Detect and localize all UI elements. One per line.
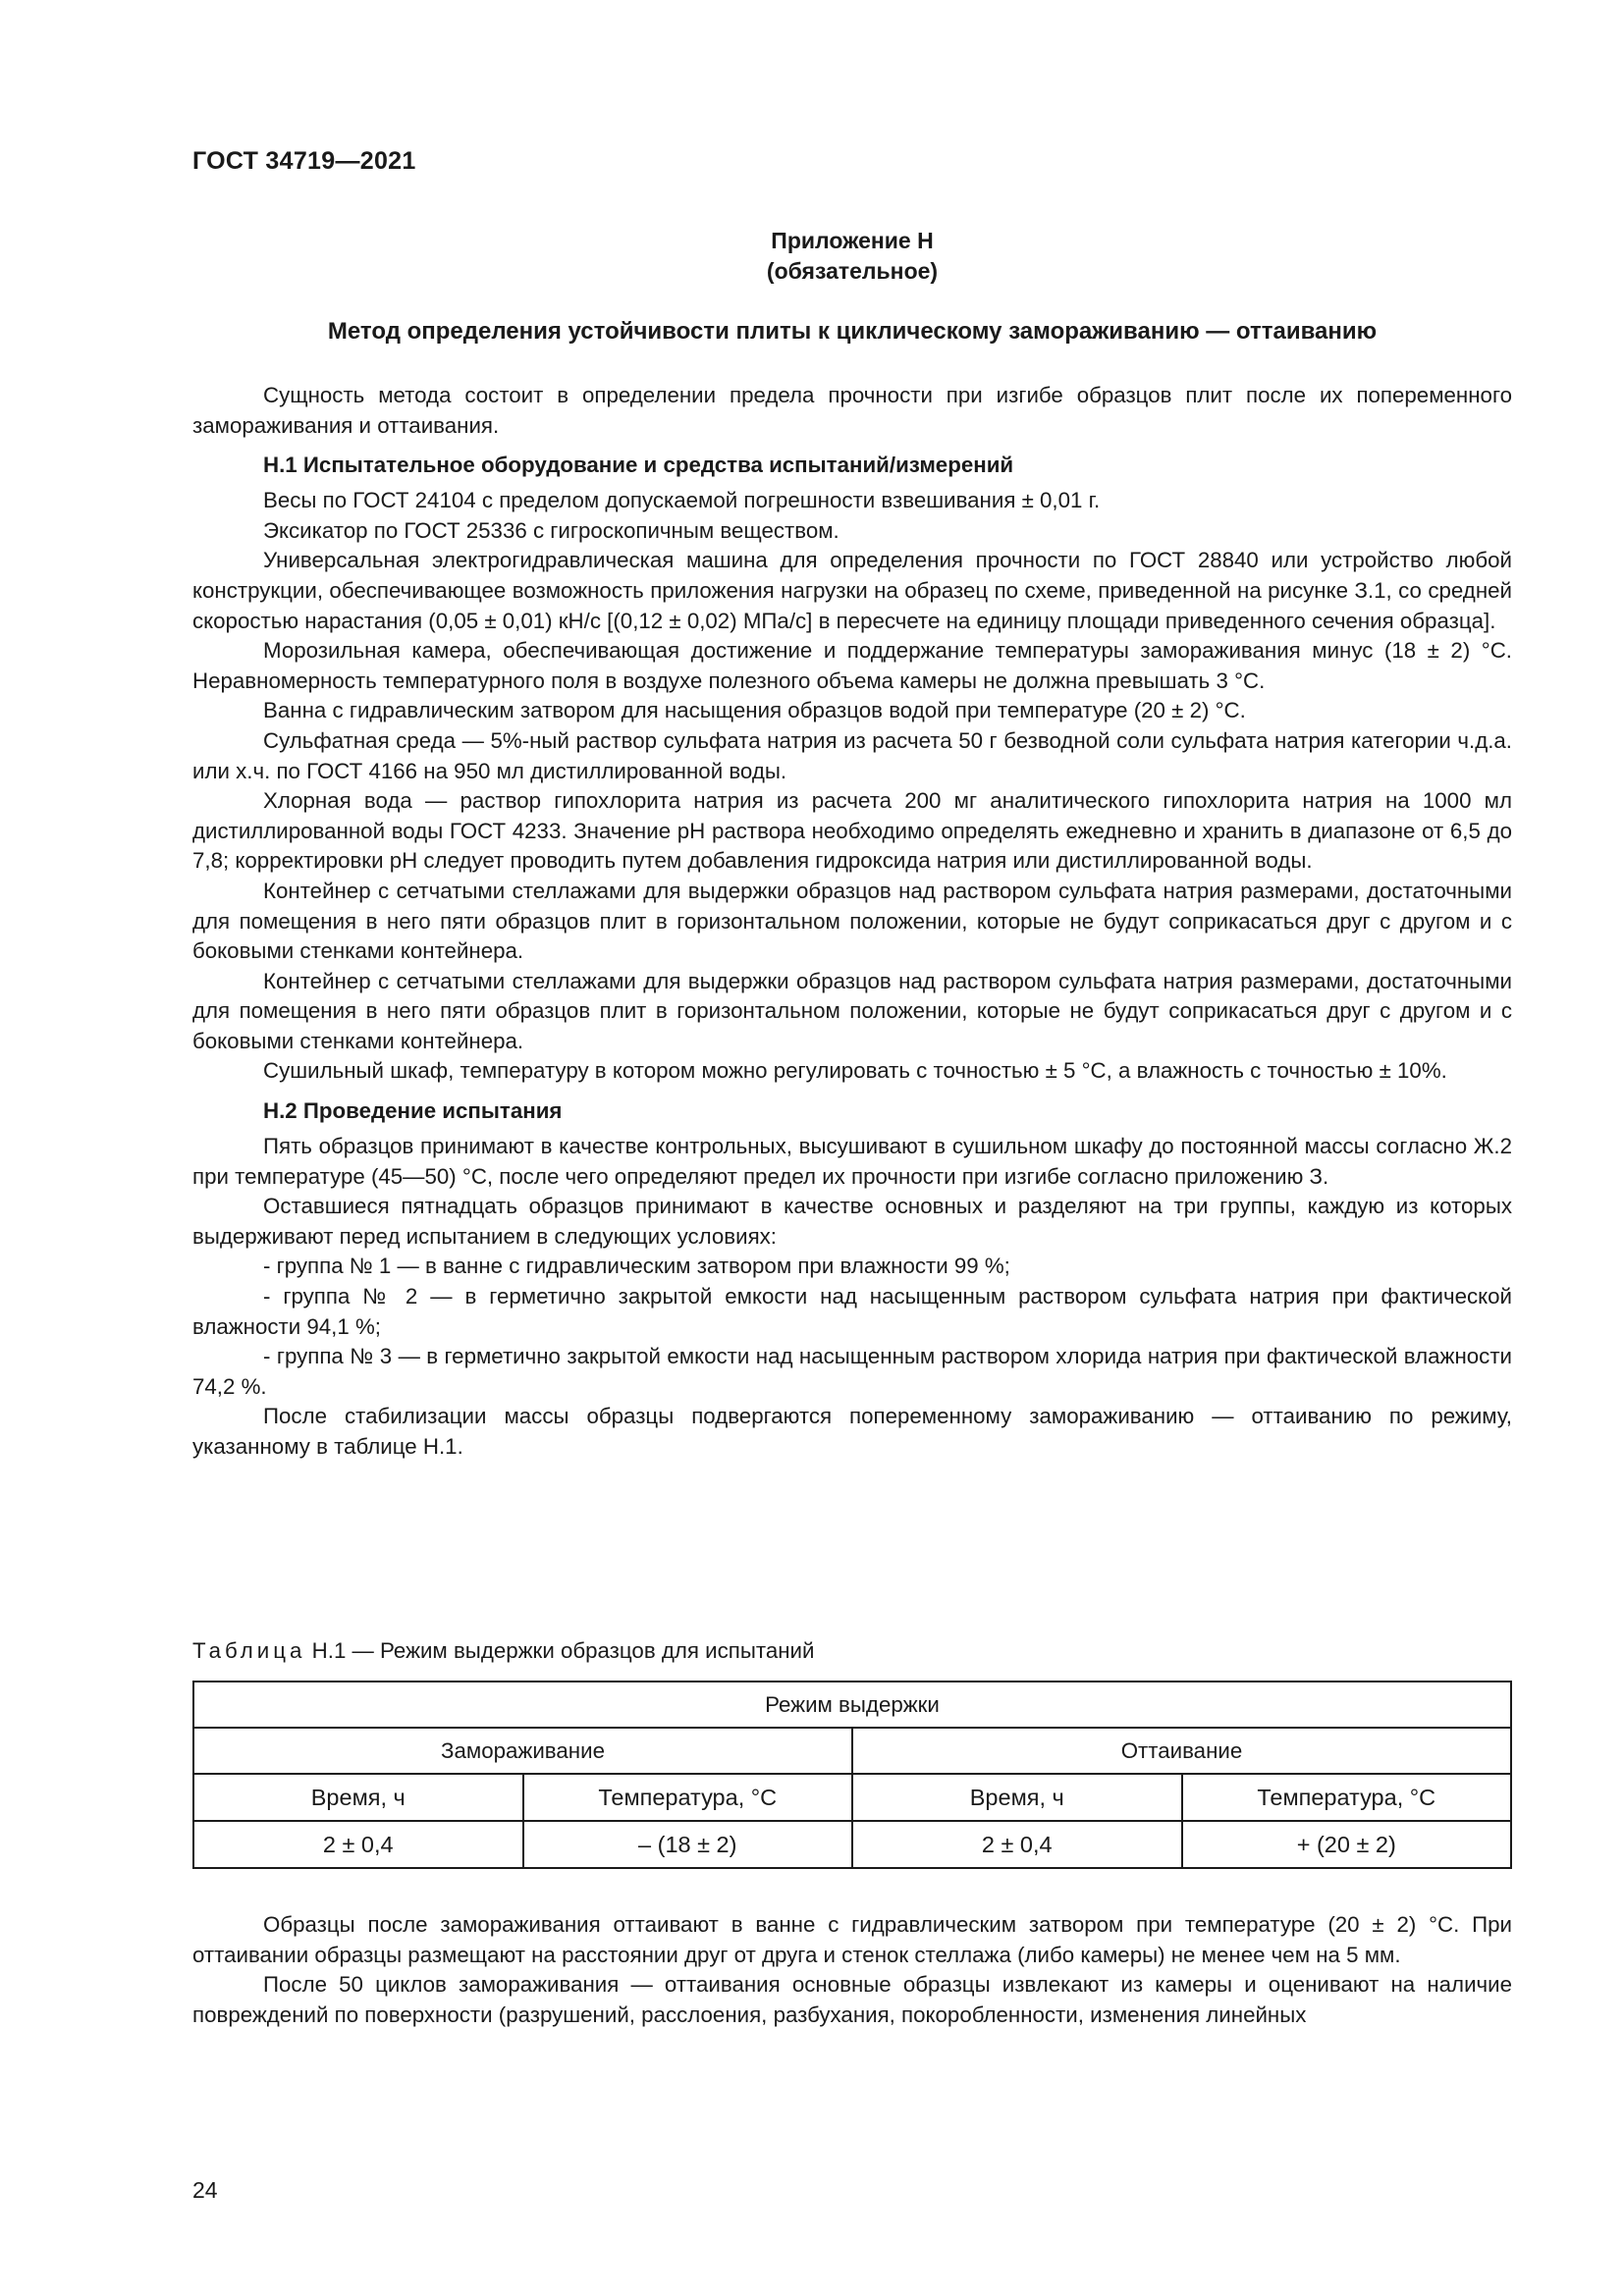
table-caption xyxy=(192,1638,814,1664)
section-2-list-item: - группа № 2 — в герметично закрытой емкости над насыщенным раствором сульфата натрия при фактической влажности 94,1 %; xyxy=(192,1284,1512,1339)
conditioning-table xyxy=(192,1681,1512,1869)
section-1-paragraph: Контейнер с сетчатыми стеллажами для выдержки образцов над раствором сульфата натрия размерами, достаточными для помещения в него пяти образцов плит в горизонтальном положении, которые не будут соприкасаться друг с другом и с боковыми стенками контейнера. xyxy=(192,968,1512,1053)
method-title: Метод определения устойчивости плиты к циклическому замораживанию — оттаиванию xyxy=(327,318,1378,345)
section-1-paragraph: Морозильная камера, обеспечивающая достижение и поддержание температуры замораживания минус (18 ± 2) °С. Неравномерность температурного поля в воздухе полезного объема камеры не должна превышать 3 °С. xyxy=(192,638,1512,693)
section-1-paragraph: Контейнер с сетчатыми стеллажами для выдержки образцов над раствором сульфата натрия размерами, достаточными для помещения в него пяти образцов плит в горизонтальном положении, которые не будут соприкасаться друг с другом и с боковыми стенками контейнера. xyxy=(192,878,1512,964)
table-cell: + (20 ± 2) xyxy=(1182,1821,1512,1868)
section-1-paragraph: Эксикатор по ГОСТ 25336 с гигроскопичным веществом. xyxy=(263,517,839,543)
table-column-header: Время, ч xyxy=(852,1774,1182,1821)
post-table-paragraph: После 50 циклов замораживания — оттаивания основные образцы извлекают из камеры и оценивают на наличие повреждений по поверхности (разрушений, расслоения, разбухания, покоробленности, изменения линейных xyxy=(192,1972,1512,2027)
appendix-status: (обязательное) xyxy=(766,258,939,284)
section-1-paragraph: Сушильный шкаф, температуру в котором можно регулировать с точностью ± 5 °С, а влажность с точностью ± 10%. xyxy=(263,1058,1447,1084)
section-1-paragraph: Ванна с гидравлическим затвором для насыщения образцов водой при температуре (20 ± 2) °С. xyxy=(263,698,1246,723)
section-2-paragraph: Оставшиеся пятнадцать образцов принимают в качестве основных и разделяют на три группы, каждую из которых выдерживают перед испытанием в следующих условиях: xyxy=(192,1194,1512,1249)
table-cell: – (18 ± 2) xyxy=(523,1821,853,1868)
table-column-header: Температура, °С xyxy=(1182,1774,1512,1821)
section-1-paragraph: Универсальная электрогидравлическая машина для определения прочности по ГОСТ 28840 или устройство любой конструкции, обеспечивающее возможность приложения нагрузки на образец по схеме, приведенной на рисунке З.1, со средней скоростью нарастания (0,05 ± 0,01) кН/с [(0,12 ± 0,02) МПа/с] в пересчете на единицу площади приведенного сечения образца]. xyxy=(192,548,1512,633)
section-2-paragraph: Пять образцов принимают в качестве контрольных, высушивают в сушильном шкафу до постоянной массы согласно Ж.2 при температуре (45—50) °С, после чего определяют предел их прочности при изгибе согласно приложению З. xyxy=(192,1134,1512,1189)
section-2-list-item: - группа № 3 — в герметично закрытой емкости над насыщенным раствором хлорида натрия при фактической влажности 74,2 %. xyxy=(192,1344,1512,1399)
table-caption-text: Н.1 — Режим выдержки образцов для испытаний xyxy=(311,1638,815,1663)
intro-paragraph: Сущность метода состоит в определении предела прочности при изгибе образцов плит после их попеременного замораживания и оттаивания. xyxy=(192,383,1512,438)
table-cell: 2 ± 0,4 xyxy=(852,1821,1182,1868)
section-1-heading: Н.1 Испытательное оборудование и средства испытаний/измерений xyxy=(263,453,1014,478)
section-2-list-item: - группа № 1 — в ванне с гидравлическим затвором при влажности 99 %; xyxy=(263,1254,1010,1279)
table-column-header: Температура, °С xyxy=(523,1774,853,1821)
appendix-heading xyxy=(192,226,1512,287)
section-1-paragraph: Весы по ГОСТ 24104 с пределом допускаемой погрешности взвешивания ± 0,01 г. xyxy=(263,488,1101,513)
post-table-paragraph: Образцы после замораживания оттаивают в ванне с гидравлическим затвором при температуре (20 ± 2) °С. При оттаивании образцы размещают на расстоянии друг от друга и стенок стеллажа (либо камеры) не менее чем на 5 мм. xyxy=(192,1912,1512,1967)
table-column-header: Время, ч xyxy=(193,1774,523,1821)
table-top-header: Режим выдержки xyxy=(193,1682,1511,1728)
main-text xyxy=(192,381,1512,1463)
section-1-paragraph: Сульфатная среда — 5%-ный раствор сульфата натрия из расчета 50 г безводной соли сульфата натрия категории ч.д.а. или х.ч. по ГОСТ 4166 на 950 мл дистиллированной воды. xyxy=(192,727,1512,783)
document-code-header: ГОСТ 34719—2021 xyxy=(192,147,416,175)
section-2-heading: Н.2 Проведение испытания xyxy=(263,1098,563,1124)
section-1-paragraph: Хлорная вода — раствор гипохлорита натрия из расчета 200 мг аналитического гипохлорита натрия на 1000 мл дистиллированной воды ГОСТ 4233. Значение pH раствора необходимо определять ежедневно и хранить в диапазоне от 6,5 до 7,8; корректировки pH следует проводить путем добавления гидроксида натрия или дистиллированной воды. xyxy=(192,788,1512,874)
section-2-paragraph: После стабилизации массы образцы подвергаются попеременному замораживанию — оттаиванию по режиму, указанному в таблице Н.1. xyxy=(192,1404,1512,1459)
table-group-header: Замораживание xyxy=(193,1728,852,1774)
table-caption-label: Таблица xyxy=(192,1638,306,1663)
page-number: 24 xyxy=(192,2177,218,2203)
appendix-title: Приложение Н xyxy=(771,228,934,253)
post-table-text xyxy=(192,1910,1512,2030)
table-row xyxy=(193,1821,1511,1868)
table-cell: 2 ± 0,4 xyxy=(193,1821,523,1868)
table-group-header: Оттаивание xyxy=(852,1728,1511,1774)
